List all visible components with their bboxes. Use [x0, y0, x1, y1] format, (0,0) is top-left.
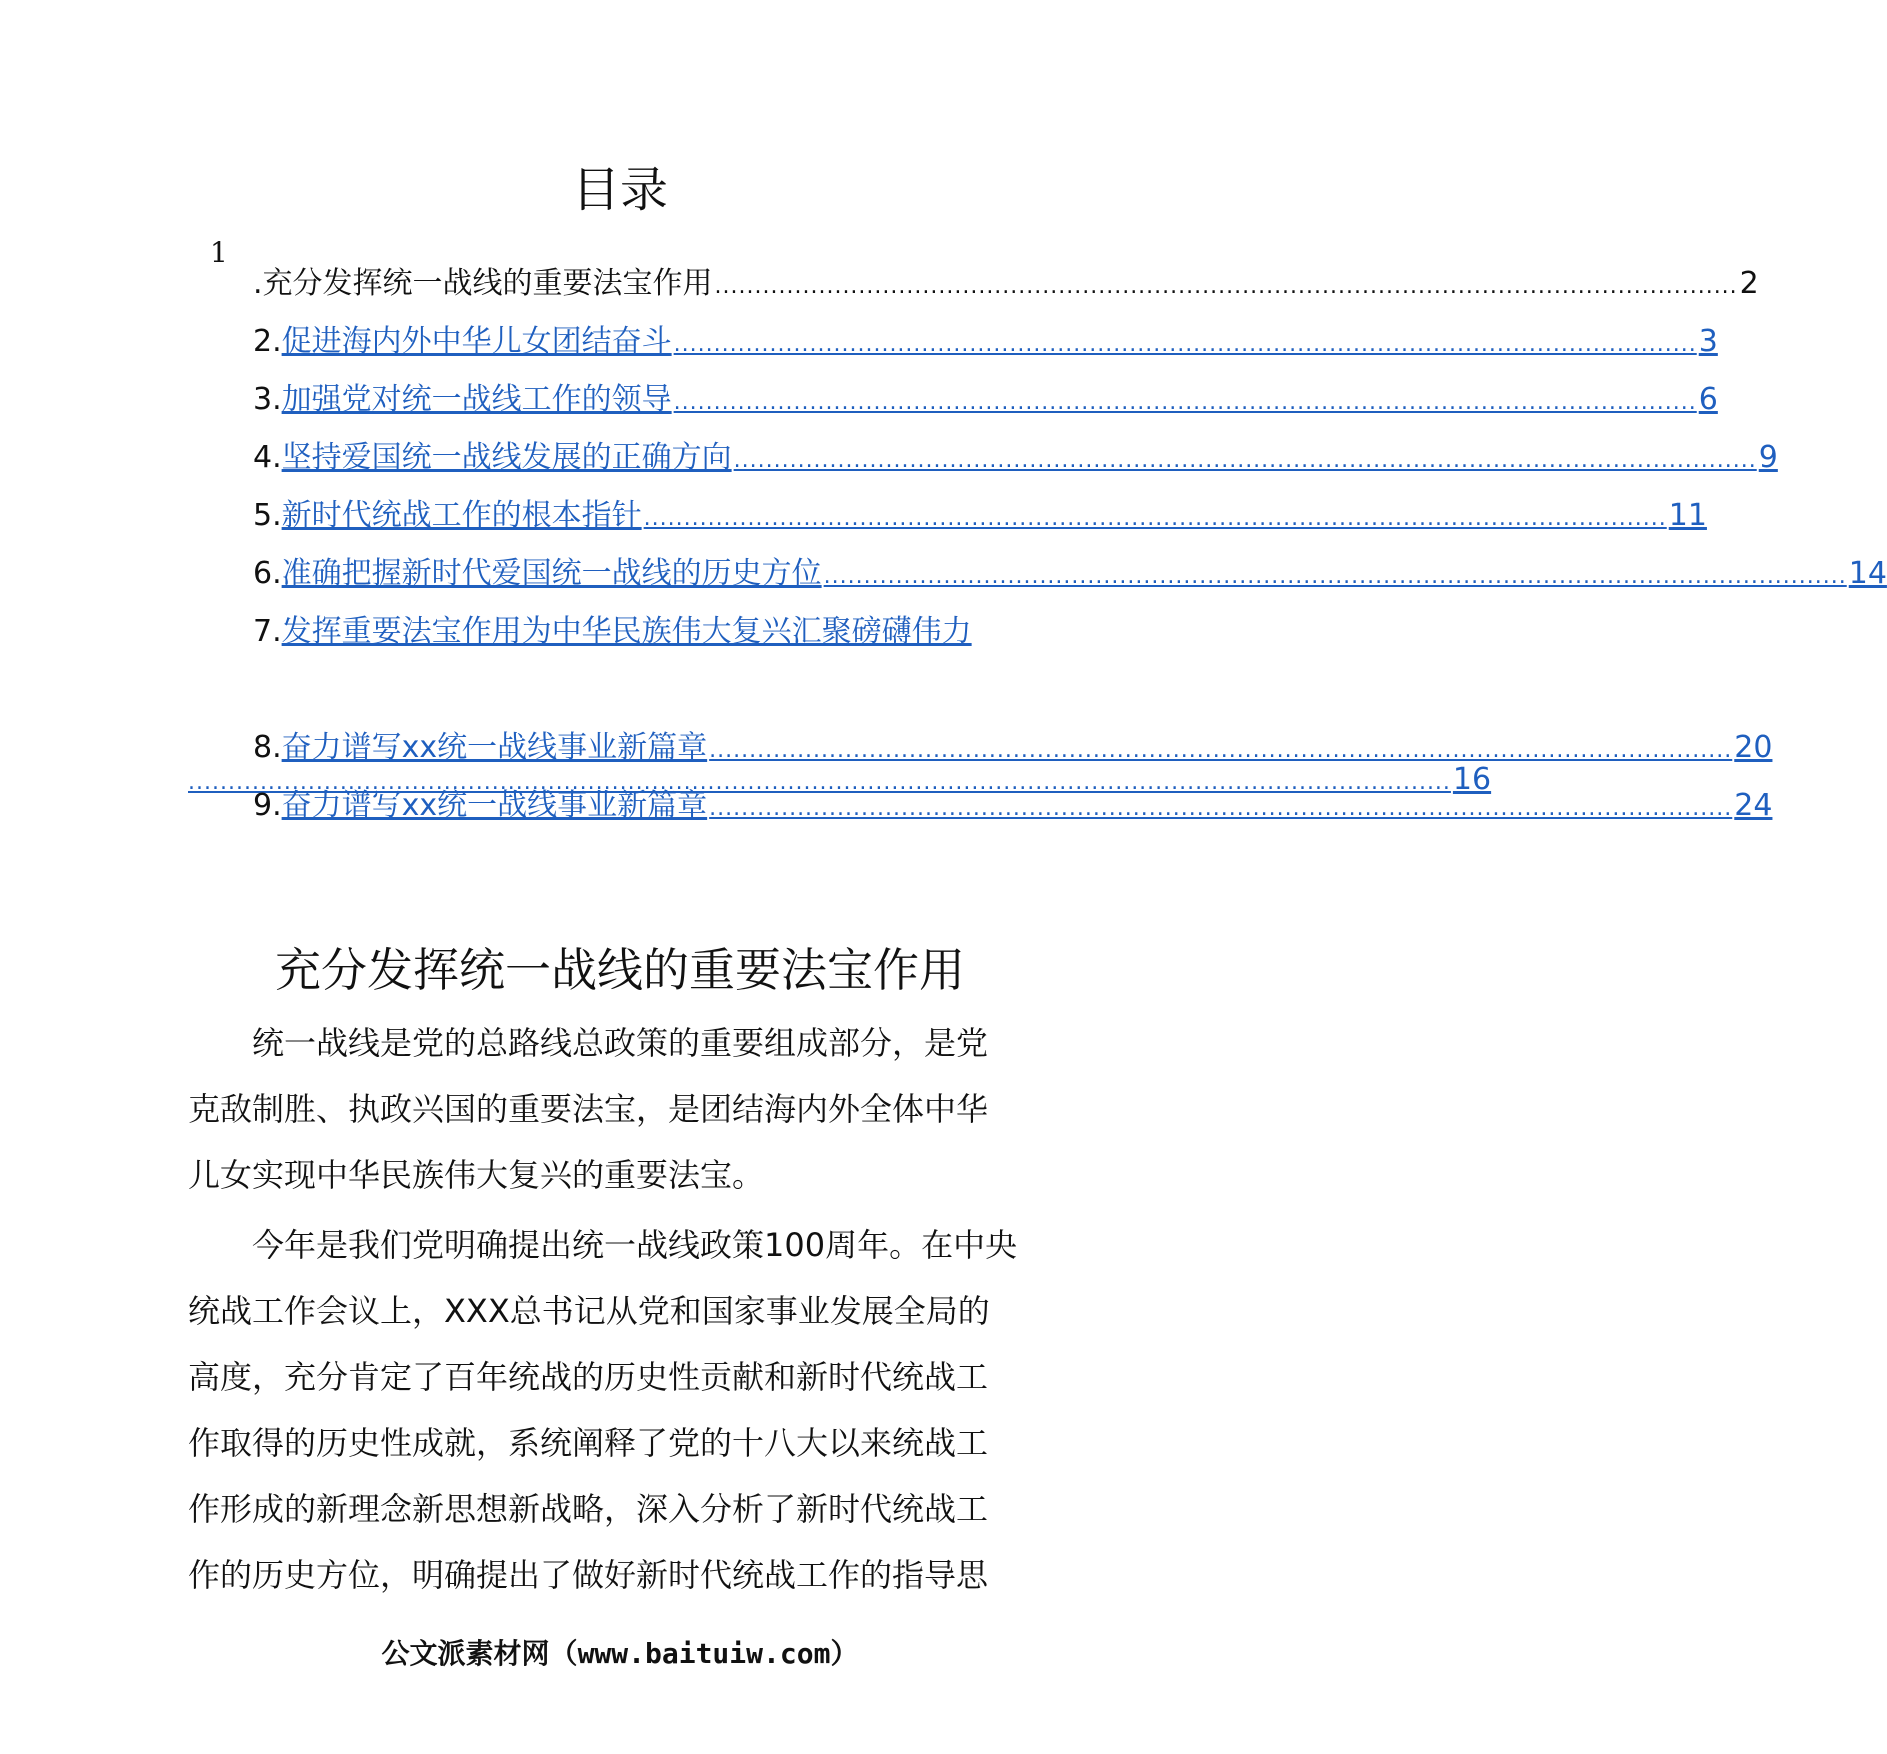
toc-entry-number: 2. [253, 324, 282, 359]
toc-leader-dots: ................................................................................................................................ [714, 274, 1738, 299]
toc-title: 目录 [571, 162, 668, 218]
toc-entry-link[interactable]: 加强党对统一战线工作的领导 [281, 382, 672, 417]
toc-leader-dots: ................................................................................................................................ [823, 564, 1847, 589]
toc-entry-link[interactable]: 准确把握新时代爱国统一战线的历史方位 [281, 556, 822, 591]
toc-entry-number: 8. [253, 730, 282, 765]
toc-entry-link[interactable]: 坚持爱国统一战线发展的正确方向 [281, 440, 732, 475]
paragraph-line: 儿女实现中华民族伟大复兴的重要法宝。 [188, 1156, 765, 1194]
toc-entry-link[interactable]: 发挥重要法宝作用为中华民族伟大复兴汇聚磅礴伟力 [281, 614, 972, 649]
toc-leader-dots: ................................................................................................................................ [709, 796, 1733, 821]
paragraph-line: 统战工作会议上，XXX总书记从党和国家事业发展全局的 [188, 1292, 990, 1330]
toc-leader-dots: ................................................................................................................................ [643, 506, 1667, 531]
toc-entry-number: 3. [253, 382, 282, 417]
footer-site-name: 公文派素材网（ [381, 1637, 578, 1670]
toc-entry-page[interactable]: 16 [1452, 762, 1492, 797]
toc-entry-8[interactable] [188, 720, 1773, 768]
toc-entry-4[interactable] [188, 430, 1778, 478]
toc-entry-7[interactable] [188, 604, 1053, 652]
toc-leader-dots: ................................................................................................................................ [733, 448, 1757, 473]
paragraph-line: 作的历史方位，明确提出了做好新时代统战工作的指导思 [188, 1556, 989, 1594]
footer-url[interactable]: www.baituiw.com [577, 1637, 831, 1670]
toc-entry-page[interactable]: 14 [1848, 556, 1887, 591]
article-paragraph-1 [188, 1010, 1058, 1208]
toc-entry-6[interactable] [188, 546, 1887, 594]
paragraph-line: 高度，充分肯定了百年统战的历史性贡献和新时代统战工 [188, 1358, 989, 1396]
toc-entry-page[interactable]: 6 [1698, 382, 1718, 417]
toc-entry-1[interactable] [188, 256, 1759, 304]
toc-entry-3[interactable] [188, 372, 1718, 420]
toc-entry-text: .充分发挥统一战线的重要法宝作用 [253, 266, 713, 301]
toc-entry-page[interactable]: 11 [1668, 498, 1707, 533]
toc-entry-2[interactable] [188, 314, 1718, 362]
toc-entry-page[interactable]: 3 [1698, 324, 1718, 359]
article-title: 充分发挥统一战线的重要法宝作用 [275, 943, 965, 997]
toc-leader-dots: ................................................................................................................................ [709, 738, 1733, 763]
toc-entry-number: 4. [253, 440, 282, 475]
paragraph-line: 作取得的历史性成就，系统阐释了党的十八大以来统战工 [188, 1424, 989, 1462]
paragraph-line: 克敌制胜、执政兴国的重要法宝，是团结海内外全体中华 [188, 1090, 989, 1128]
toc-entry-page[interactable]: 24 [1734, 788, 1773, 823]
paragraph-line: 作形成的新理念新思想新战略，深入分析了新时代统战工 [188, 1490, 989, 1528]
toc-entry-number: 5. [253, 498, 282, 533]
toc-entry-page[interactable]: 9 [1758, 440, 1778, 475]
toc-leader-dots: .............................................................................................................................................................. [188, 770, 1451, 795]
paragraph-line: 今年是我们党明确提出统一战线政策100周年。在中央 [188, 1226, 1018, 1264]
toc-entry-link[interactable]: 促进海内外中华儿女团结奋斗 [281, 324, 672, 359]
toc-top-number: 1 [210, 236, 228, 269]
page-footer [0, 1632, 1240, 1672]
article-paragraph-2 [188, 1212, 1058, 1608]
footer-close-paren: ） [830, 1637, 859, 1670]
toc-leader-dots: ................................................................................................................................ [673, 332, 1697, 357]
toc-entry-link[interactable]: 新时代统战工作的根本指针 [281, 498, 642, 533]
toc-entry-page: 2 [1739, 266, 1759, 301]
toc-entry-link[interactable]: 奋力谱写xx统一战线事业新篇章 [281, 788, 708, 823]
toc-entry-5[interactable] [188, 488, 1707, 536]
toc-entry-number: 6. [253, 556, 282, 591]
paragraph-line: 统一战线是党的总路线总政策的重要组成部分，是党 [188, 1024, 989, 1062]
toc-entry-link[interactable]: 奋力谱写xx统一战线事业新篇章 [281, 730, 708, 765]
toc-entry-number: 9. [253, 788, 282, 823]
toc-leader-dots: ................................................................................................................................ [673, 390, 1697, 415]
toc-entry-page[interactable]: 20 [1734, 730, 1773, 765]
toc-entry-number: 7. [253, 614, 282, 649]
